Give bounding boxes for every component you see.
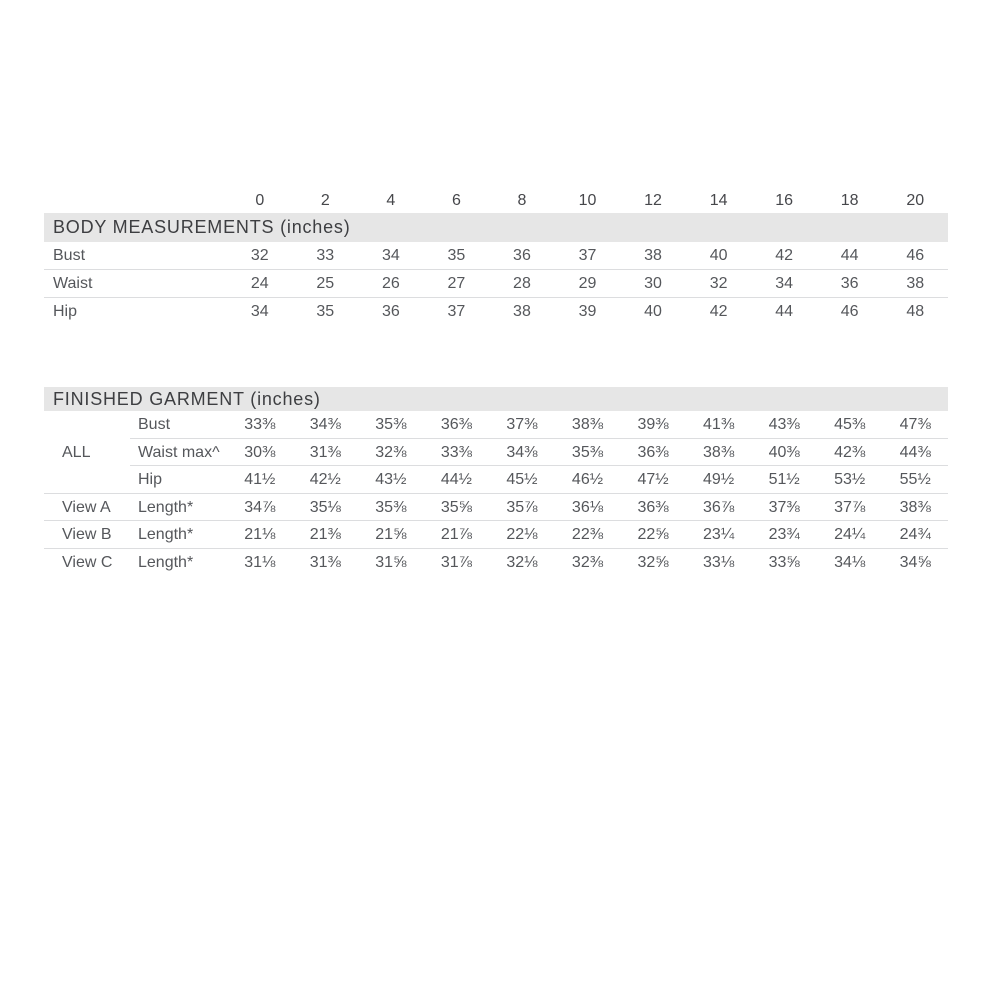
finished-garment-row — [44, 549, 948, 577]
measurement-label: Waist — [44, 270, 227, 298]
measurement-value: 38 — [882, 270, 948, 298]
measurement-value: 46½ — [555, 466, 621, 494]
body-measurement-row — [44, 298, 948, 326]
measurement-value: 34⅝ — [899, 553, 931, 571]
measurement-value: 24¼ — [817, 521, 883, 549]
measurement-value: 53½ — [817, 466, 883, 494]
measurement-value: 40⅜ — [751, 439, 817, 467]
measurement-value: 42½ — [293, 466, 359, 494]
measurement-value: 33⅜ — [424, 439, 490, 467]
measurement-value: 35⅜ — [358, 494, 424, 522]
measurement-value: 31⅜ — [309, 553, 341, 571]
size-column-label: 14 — [709, 192, 728, 209]
view-group-label: View B — [44, 521, 130, 549]
measurement-value: 42⅜ — [817, 439, 883, 467]
measurement-value: 36⅛ — [555, 494, 621, 522]
measurement-label: Length* — [130, 494, 227, 522]
measurement-value: 39⅜ — [620, 411, 686, 439]
finished-garment-rows — [44, 411, 948, 576]
measurement-label: Waist max^ — [130, 439, 227, 467]
measurement-value: 35⅛ — [293, 494, 359, 522]
finished-garment-table — [44, 387, 948, 576]
measurement-value: 34 — [358, 242, 424, 270]
finished-garment-row — [44, 521, 948, 549]
measurement-value: 24¾ — [882, 521, 948, 549]
measurement-value: 36⅜ — [620, 494, 686, 522]
size-column-label: 4 — [386, 192, 396, 209]
size-header-row — [44, 188, 948, 213]
size-column-label: 10 — [578, 192, 597, 209]
measurement-value: 22⅝ — [620, 521, 686, 549]
measurement-value: 27 — [424, 270, 490, 298]
measurement-value: 55½ — [882, 466, 948, 494]
measurement-label: Length* — [130, 521, 227, 549]
finished-garment-title: FINISHED GARMENT (inches) — [44, 387, 948, 411]
measurement-value: 34 — [751, 270, 817, 298]
body-measurements-rows — [44, 242, 948, 326]
finished-garment-row — [44, 466, 948, 494]
measurement-label: Bust — [44, 242, 227, 270]
measurement-value: 35⅝ — [424, 494, 490, 522]
measurement-label: Length* — [138, 553, 194, 571]
measurement-value: 31⅜ — [293, 439, 359, 467]
size-column-label: 12 — [644, 192, 662, 209]
measurement-value: 33⅝ — [768, 553, 800, 571]
measurement-value: 39 — [578, 303, 597, 320]
body-measurements-table — [44, 188, 948, 326]
measurement-value: 45⅜ — [817, 411, 883, 439]
measurement-value: 43½ — [358, 466, 424, 494]
measurement-value: 32⅛ — [506, 553, 538, 571]
size-column-label: 20 — [906, 192, 925, 209]
measurement-value: 44½ — [424, 466, 490, 494]
view-group-label — [44, 411, 130, 439]
measurement-value: 37⅜ — [751, 494, 817, 522]
measurement-value: 33 — [293, 242, 359, 270]
body-measurement-row — [44, 242, 948, 270]
size-chart — [44, 188, 948, 576]
measurement-value: 35⅞ — [489, 494, 555, 522]
measurement-value: 32⅜ — [571, 553, 604, 571]
measurement-value: 35 — [424, 242, 490, 270]
measurement-label: Hip — [53, 303, 78, 320]
measurement-value: 35⅜ — [555, 439, 621, 467]
size-column-label: 2 — [320, 192, 330, 209]
measurement-value: 37⅜ — [489, 411, 555, 439]
measurement-value: 32 — [227, 242, 293, 270]
measurement-label: Hip — [130, 466, 227, 494]
measurement-value: 32⅜ — [358, 439, 424, 467]
measurement-value: 38⅜ — [555, 411, 621, 439]
size-header-spacer — [44, 188, 227, 213]
measurement-value: 43⅜ — [751, 411, 817, 439]
measurement-value: 47⅜ — [882, 411, 948, 439]
measurement-value: 36⅜ — [620, 439, 686, 467]
measurement-value: 34⅜ — [293, 411, 359, 439]
view-group-label: View C — [62, 553, 113, 571]
measurement-value: 21⅝ — [358, 521, 424, 549]
measurement-value: 51½ — [751, 466, 817, 494]
measurement-value: 47½ — [620, 466, 686, 494]
view-group-label — [44, 466, 130, 494]
measurement-value: 33⅜ — [227, 411, 293, 439]
measurement-value: 29 — [555, 270, 621, 298]
finished-garment-row — [44, 494, 948, 522]
measurement-value: 36 — [817, 270, 883, 298]
measurement-value: 40 — [686, 242, 752, 270]
measurement-value: 46 — [840, 303, 859, 320]
measurement-value: 30 — [620, 270, 686, 298]
measurement-value: 37⅞ — [817, 494, 883, 522]
measurement-value: 31⅞ — [440, 553, 472, 571]
measurement-value: 42 — [709, 303, 728, 320]
measurement-value: 28 — [489, 270, 555, 298]
measurement-value: 34⅜ — [489, 439, 555, 467]
measurement-value: 33⅛ — [703, 553, 735, 571]
measurement-value: 21⅛ — [227, 521, 293, 549]
size-column-label: 8 — [517, 192, 527, 209]
measurement-value: 41⅜ — [686, 411, 752, 439]
measurement-label: Bust — [130, 411, 227, 439]
measurement-value: 37 — [447, 303, 466, 320]
measurement-value: 36 — [381, 303, 400, 320]
measurement-value: 25 — [293, 270, 359, 298]
measurement-value: 37 — [555, 242, 621, 270]
measurement-value: 26 — [358, 270, 424, 298]
size-column-label: 18 — [840, 192, 859, 209]
measurement-value: 32 — [686, 270, 752, 298]
measurement-value: 34⅞ — [227, 494, 293, 522]
measurement-value: 38⅜ — [882, 494, 948, 522]
measurement-value: 40 — [644, 303, 662, 320]
measurement-value: 34 — [250, 303, 269, 320]
measurement-value: 44⅜ — [882, 439, 948, 467]
measurement-value: 32⅝ — [637, 553, 669, 571]
measurement-value: 49½ — [686, 466, 752, 494]
measurement-value: 45½ — [489, 466, 555, 494]
measurement-value: 23¼ — [686, 521, 752, 549]
measurement-value: 22⅛ — [489, 521, 555, 549]
measurement-value: 22⅜ — [555, 521, 621, 549]
size-column-label: 0 — [255, 192, 265, 209]
measurement-value: 46 — [882, 242, 948, 270]
measurement-value: 41½ — [227, 466, 293, 494]
measurement-value: 30⅜ — [227, 439, 293, 467]
measurement-value: 44 — [775, 303, 794, 320]
measurement-value: 36⅜ — [424, 411, 490, 439]
measurement-value: 24 — [227, 270, 293, 298]
measurement-value: 44 — [817, 242, 883, 270]
finished-garment-row — [44, 439, 948, 467]
measurement-value: 23¾ — [751, 521, 817, 549]
measurement-value: 38 — [620, 242, 686, 270]
measurement-value: 48 — [906, 303, 925, 320]
measurement-value: 21⅜ — [293, 521, 359, 549]
size-column-label: 6 — [451, 192, 461, 209]
measurement-value: 36 — [489, 242, 555, 270]
measurement-value: 38⅜ — [686, 439, 752, 467]
view-group-label: ALL — [62, 443, 91, 461]
measurement-value: 31⅝ — [375, 553, 407, 571]
measurement-value: 31⅛ — [244, 553, 276, 571]
body-measurement-row — [44, 270, 948, 298]
finished-garment-row — [44, 411, 948, 439]
measurement-value: 21⅞ — [424, 521, 490, 549]
measurement-value: 34⅛ — [834, 553, 866, 571]
measurement-value: 35⅜ — [358, 411, 424, 439]
body-measurements-title: BODY MEASUREMENTS (inches) — [44, 213, 948, 242]
measurement-value: 42 — [751, 242, 817, 270]
measurement-value: 35 — [316, 303, 335, 320]
view-group-label: View A — [44, 494, 130, 522]
measurement-value: 36⅞ — [686, 494, 752, 522]
measurement-value: 38 — [513, 303, 531, 320]
size-column-label: 16 — [775, 192, 794, 209]
